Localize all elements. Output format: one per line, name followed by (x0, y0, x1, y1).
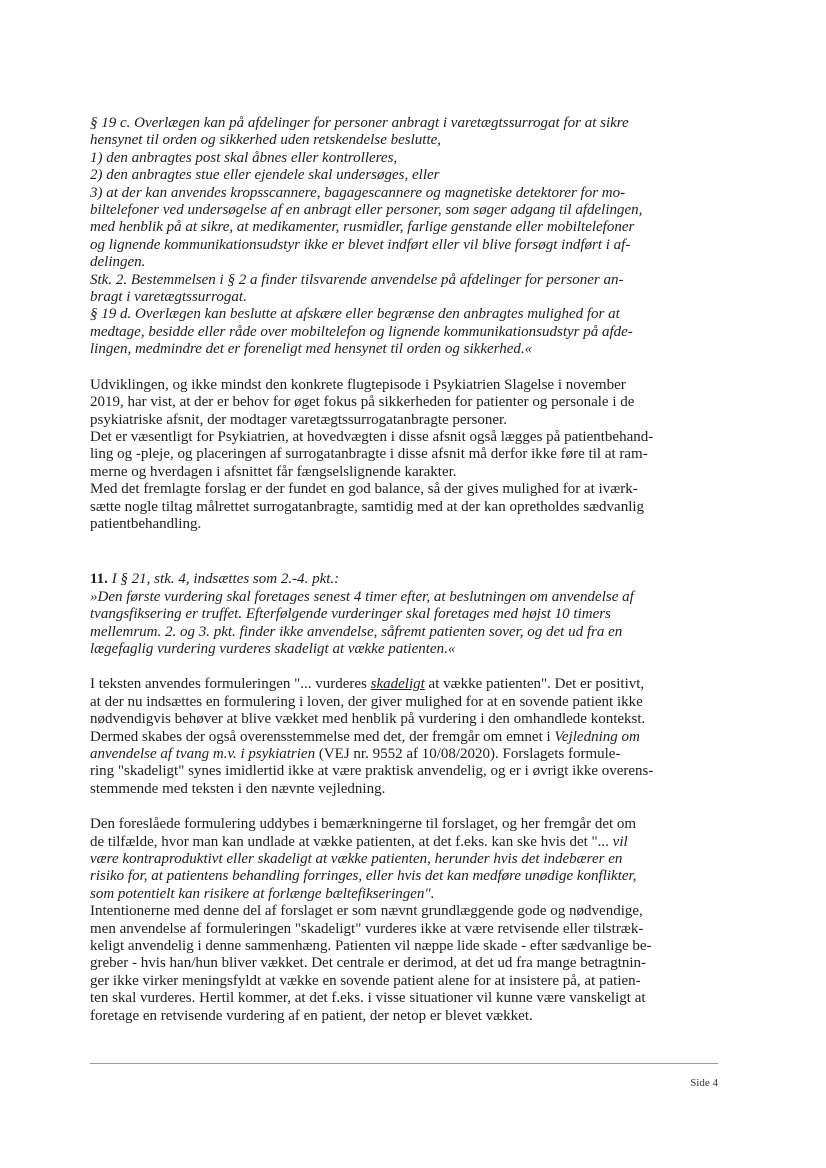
text-line: patientbehandling. (90, 515, 202, 532)
section-heading-text: I § 21, stk. 4, indsættes som 2.-4. pkt.: (111, 571, 340, 588)
paragraph-2 (90, 676, 724, 798)
text-line (90, 676, 724, 693)
text-line: foretage en retvisende vurdering af en patient, der netop er blevet vækket. (90, 1007, 533, 1024)
quoted-line: som potentielt kan risikere at forlænge bæltefikseringen". (90, 885, 435, 902)
text-line: psykiatriske afsnit, der modtager varetægtssurrogatanbragte personer. (90, 411, 507, 428)
text-line: sætte nogle tiltag målrettet surrogatanbragte, samtidig med at der kan opretholdes sædvanlig (90, 498, 645, 515)
text-line: nødvendigvis behøver at blive vækket med henblik på vurdering i den omhandlede kontekst. (90, 711, 646, 728)
text-line: Intentionerne med denne del af forslaget er som nævnt grundlæggende gode og nødvendige, (90, 903, 643, 920)
quote-line: Stk. 2. Bestemmelsen i § 2 a finder tilsvarende anvendelse på afdelinger for personer an- (90, 271, 624, 288)
section-heading (90, 571, 724, 588)
text-line (90, 746, 724, 763)
quote-line: § 19 c. Overlægen kan på afdelinger for personer anbragt i varetægtssurrogat for at sikre (90, 115, 629, 131)
text-line: Det er væsentligt for Psykiatrien, at hovedvægten i disse afsnit også lægges på patientbehand- (90, 428, 654, 445)
quote-line: 1) den anbragtes post skal åbnes eller kontrolleres, (90, 149, 398, 166)
footer-divider (90, 1063, 718, 1064)
quote-line: lægefaglig vurdering vurderes skadeligt at vække patienten.« (90, 640, 456, 657)
text-line: ger ikke virker meningsfyldt at vække en sovende patient alene for at insistere på, at patien- (90, 972, 641, 989)
quote-line: 2) den anbragtes stue eller ejendele skal undersøges, eller (90, 167, 440, 184)
text-line (90, 729, 724, 746)
text-line: Udviklingen, og ikke mindst den konkrete flugtepisode i Psykiatrien Slagelse i november (90, 376, 626, 393)
text-line: men anvendelse af formuleringen "skadeligt" vurderes ikke at være retvisende eller tilstræk- (90, 920, 644, 937)
page-number: Side 4 (690, 1077, 718, 1089)
text-line: Med det fremlagte forslag er der fundet en god balance, så der gives mulighed for at iværk- (90, 481, 638, 498)
text-line: at der nu indsættes en formulering i loven, der giver mulighed for at en sovende patient ikke (90, 693, 643, 710)
text-line: ling og -pleje, og placeringen af surrogatanbragte i disse afsnit må derfor ikke føre til at ram- (90, 446, 648, 463)
quote-line: biltelefoner ved undersøgelse af en anbragt eller personer, som søger adgang til afdelingen, (90, 202, 643, 219)
text-line: greber - hvis han/hun bliver vækket. Det centrale er derimod, at det ud fra mange betragtnin- (90, 955, 647, 972)
quoted-line: være kontraproduktivt eller skadeligt at vække patienten, herunder hvis det indebærer en (90, 851, 623, 868)
reference-title: anvendelse af tvang m.v. i psykiatrien (90, 746, 316, 762)
paragraph-1 (90, 377, 724, 534)
page-body (90, 115, 724, 1025)
quote-line: medtage, besidde eller råde over mobiltelefon og lignende kommunikationsudstyr på afde- (90, 323, 633, 340)
text-line: ten skal vurderes. Hertil kommer, at det f.eks. i visse situationer vil kunne være vanskeligt at (90, 990, 646, 1007)
emphasized-word: skadeligt (370, 676, 425, 693)
section-number: 11. (90, 571, 108, 588)
quote-line: med henblik på at sikre, at medikamenter, rusmidler, farlige genstande eller mobiltelefoner (90, 219, 635, 236)
text-line (90, 834, 724, 851)
text-line: stemmende med teksten i den nævnte vejledning. (90, 780, 386, 797)
quote-line: mellemrum. 2. og 3. pkt. finder ikke anvendelse, såfremt patienten sover, og det ud fra en (90, 623, 623, 640)
quote-line: hensynet til orden og sikkerhed uden retskendelse beslutte, (90, 132, 442, 149)
quote-line: 3) at der kan anvendes kropsscannere, bagagescannere og magnetiske detektorer for mo- (90, 184, 626, 201)
text-line: merne og hverdagen i afsnittet får fængselslignende karakter. (90, 463, 457, 480)
quote-block (90, 115, 724, 359)
quoted-text: vil (612, 833, 628, 850)
text-run: de tilfælde, hvor man kan undlade at vække patienten, at det f.eks. kan ske hvis det "... (90, 833, 613, 850)
text-run: Dermed skabes der også overensstemmelse med det, der fremgår om emnet i (90, 728, 555, 745)
quote-line: tvangsfiksering er truffet. Efterfølgende vurderinger skal foretages med højst 10 timers (90, 606, 611, 623)
text-line: Den foreslåede formulering uddybes i bemærkningerne til forslaget, og her fremgår det om (90, 816, 637, 833)
text-line: keligt anvendelig i denne sammenhæng. Patienten vil næppe lide skade - efter sædvanlige be- (90, 938, 652, 955)
quote-line: bragt i varetægtssurrogat. (90, 289, 247, 306)
text-line: 2019, har vist, at der er behov for øget fokus på sikkerheden for patienter og personale i de (90, 394, 635, 411)
quote-line: lingen, medmindre det er foreneligt med hensynet til orden og sikkerhed.« (90, 341, 533, 358)
quote-line: »Den første vurdering skal foretages senest 4 timer efter, at beslutningen om anvendelse af (90, 588, 634, 605)
text-run: I teksten anvendes formuleringen "... vurderes (90, 676, 371, 693)
quote-line: delingen. (90, 254, 146, 271)
quoted-line: risiko for, at patientens behandling forringes, eller hvis det kan medføre unødige konflikter, (90, 868, 637, 885)
quote-line: og lignende kommunikationsudstyr ikke er blevet indført eller vil blive forsøgt indført i af- (90, 236, 631, 253)
section-11 (90, 571, 724, 658)
reference-title: Vejledning om (554, 728, 640, 745)
quote-line: § 19 d. Overlægen kan beslutte at afskære eller begrænse den anbragtes mulighed for at (90, 306, 620, 323)
text-line: ring "skadeligt" synes imidlertid ikke at være praktisk anvendelig, og er i øvrigt ikke overens- (90, 763, 654, 780)
section-quote (90, 589, 724, 659)
text-run: at vække patienten". Det er positivt, (424, 676, 645, 693)
text-run: (VEJ nr. 9552 af 10/08/2020). Forslagets formule- (315, 746, 621, 762)
paragraph-3 (90, 816, 724, 1025)
